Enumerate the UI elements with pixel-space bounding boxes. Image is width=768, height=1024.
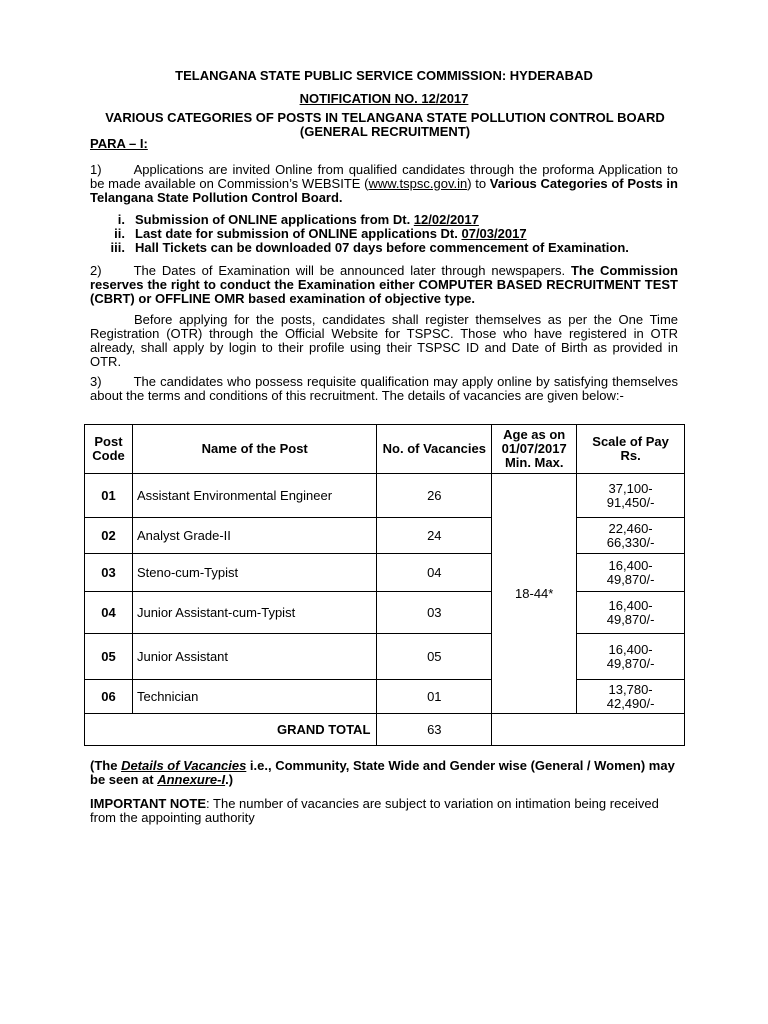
- pay-scale: 16,400- 49,870/-: [577, 592, 685, 634]
- paragraph-2: [90, 264, 678, 306]
- table-row: [85, 592, 685, 634]
- paragraph-1-num: 1): [90, 162, 102, 177]
- paragraph-2-bold: The Commission reserves the right to conduct the Examination either COMPUTER BASED RECRUITMENT TEST (CBRT) or OFFLINE OMR based examination of objective type.: [90, 263, 678, 306]
- post-vacancies: 26: [377, 474, 492, 518]
- post-name: Junior Assistant-cum-Typist: [132, 592, 376, 634]
- paragraph-otr: Before applying for the posts, candidates shall register themselves as per the One Time Registration (OTR) through the Official Website for TSPSC. Those who have registered in OTR already, shall apply by login to their profile using their TSPSC ID and Date of Birth as provided in OTR.: [90, 312, 678, 369]
- commission-title: TELANGANA STATE PUBLIC SERVICE COMMISSION: HYDERABAD: [175, 68, 593, 83]
- vacancy-table: [84, 424, 685, 746]
- list-item-num: ii.: [114, 226, 125, 241]
- table-row: [85, 474, 685, 518]
- table-row: [85, 634, 685, 680]
- post-code: 04: [85, 592, 133, 634]
- header-post-name: Name of the Post: [132, 425, 376, 474]
- post-name: Steno-cum-Typist: [132, 554, 376, 592]
- paragraph-2-num: 2): [90, 263, 102, 278]
- paragraph-3: [90, 375, 678, 403]
- list-item-text: Hall Tickets can be downloaded 07 days before commencement of Examination.: [135, 240, 629, 255]
- pay-scale: 16,400- 49,870/-: [577, 634, 685, 680]
- para-heading: PARA – I:: [90, 136, 148, 151]
- paragraph-1-bold: Various Categories of Posts in Telangana State Pollution Control Board.: [90, 176, 678, 205]
- pay-scale: 13,780- 42,490/-: [577, 680, 685, 714]
- grand-total-value: 63: [377, 714, 492, 746]
- paragraph-3-text: The candidates who possess requisite qualification may apply online by satisfying themselves about the terms and conditions of this recruitment. The details of vacancies are given below:-: [90, 374, 678, 403]
- post-vacancies: 24: [377, 518, 492, 554]
- table-row: [85, 518, 685, 554]
- post-vacancies: 03: [377, 592, 492, 634]
- post-code: 03: [85, 554, 133, 592]
- list-item: [90, 241, 678, 255]
- pay-scale: 22,460- 66,330/-: [577, 518, 685, 554]
- pay-scale: 37,100- 91,450/-: [577, 474, 685, 518]
- list-item-text: Submission of ONLINE applications from Dt. 12/02/2017: [135, 212, 479, 227]
- paragraph-1: [90, 163, 678, 205]
- important-note: [90, 797, 678, 825]
- post-code: 02: [85, 518, 133, 554]
- post-name: Analyst Grade-II: [132, 518, 376, 554]
- vacancy-details-note: (The Details of Vacancies i.e., Community, State Wide and Gender wise (General / Women) may be seen at Annexure-I.): [90, 758, 675, 787]
- subject-line-1: VARIOUS CATEGORIES OF POSTS IN TELANGANA STATE POLLUTION CONTROL BOARD: [105, 110, 665, 125]
- post-code: 06: [85, 680, 133, 714]
- paragraph-3-num: 3): [90, 374, 102, 389]
- list-item: [90, 213, 678, 227]
- important-note-text: : The number of vacancies are subject to variation on intimation being received from the appointing authority: [90, 796, 659, 825]
- notification-number-text: NOTIFICATION NO. 12/2017: [299, 91, 469, 106]
- post-vacancies: 05: [377, 634, 492, 680]
- paragraph-2-text: The Dates of Examination will be announced later through newspapers.: [133, 263, 571, 278]
- age-range: 18-44*: [492, 474, 577, 714]
- list-item-num: iii.: [110, 240, 125, 255]
- post-code: 01: [85, 474, 133, 518]
- header-age: Age as on 01/07/2017 Min. Max.: [492, 425, 577, 474]
- paragraph-1-text: Applications are invited Online from qualified candidates through the proforma Application to be made available on Commission’s WEBSITE (: [90, 162, 678, 191]
- website-link[interactable]: www.tspsc.gov.in: [368, 176, 468, 191]
- post-vacancies: 01: [377, 680, 492, 714]
- header-pay: Scale of Pay Rs.: [577, 425, 685, 474]
- important-note-label: IMPORTANT NOTE: [90, 796, 207, 811]
- grand-total-label: GRAND TOTAL: [85, 714, 377, 746]
- post-code: 05: [85, 634, 133, 680]
- pay-scale: 16,400- 49,870/-: [577, 554, 685, 592]
- paragraph-1-text2: ) to: [467, 176, 490, 191]
- total-row: [85, 714, 685, 746]
- post-name: Junior Assistant: [132, 634, 376, 680]
- subject-line-2: (GENERAL RECRUITMENT): [299, 124, 471, 139]
- list-item-date: 12/02/2017: [413, 212, 479, 227]
- list-item-num: i.: [117, 212, 125, 227]
- list-item: [90, 227, 678, 241]
- header-post-code: Post Code: [85, 425, 133, 474]
- post-name: Assistant Environmental Engineer: [132, 474, 376, 518]
- table-row: [85, 554, 685, 592]
- grand-total-empty: [492, 714, 685, 746]
- annexure-link[interactable]: Annexure-I: [157, 772, 226, 787]
- table-row: [85, 680, 685, 714]
- post-vacancies: 04: [377, 554, 492, 592]
- notification-number: [0, 92, 768, 106]
- notification-subject: [84, 111, 686, 139]
- details-of-vacancies-link[interactable]: Details of Vacancies: [121, 758, 247, 773]
- list-item-date: 07/03/2017: [461, 226, 527, 241]
- table-header-row: [85, 425, 685, 474]
- schedule-list: [90, 213, 678, 255]
- list-item-text: Last date for submission of ONLINE applications Dt. 07/03/2017: [135, 226, 527, 241]
- header-vacancies: No. of Vacancies: [377, 425, 492, 474]
- post-name: Technician: [132, 680, 376, 714]
